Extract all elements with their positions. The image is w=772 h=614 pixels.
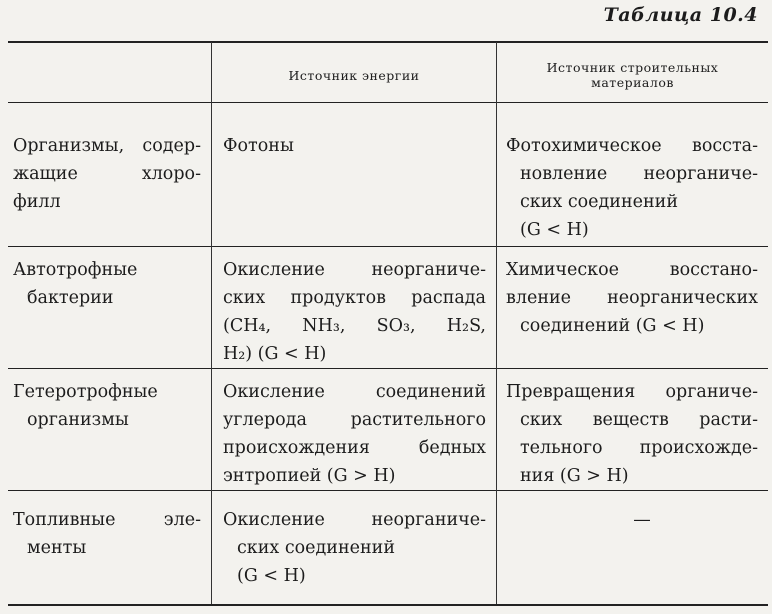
energy-cell: Окисление неорганиче- ских соединений (G < H) <box>223 510 486 586</box>
organism-cell: Организмы, содер- жащие хлоро- филл <box>13 136 201 212</box>
column-divider <box>211 42 212 604</box>
energy-cell: Окисление соединений углерода растительного происхождения бедных энтропией (G > H) <box>223 382 486 486</box>
header-material-source: Источник строительных материалов <box>546 60 719 90</box>
material-cell <box>506 506 758 534</box>
material-cell: Превращения органиче- ских веществ расти- тельного происхожде- ния (G > H) <box>506 382 758 486</box>
row-divider <box>8 490 768 491</box>
header-rule <box>8 102 768 103</box>
material-cell: Фотохимическое восста- новление неорганиче- ских соединений (G < H) <box>506 136 758 240</box>
row-divider <box>8 246 768 247</box>
empty-dash: — <box>633 510 651 530</box>
header-energy-source: Источник энергии <box>288 67 420 83</box>
organism-cell: Автотрофные бактерии <box>13 260 138 308</box>
energy-cell: Фотоны <box>223 136 294 156</box>
column-divider <box>496 42 497 604</box>
organism-cell: Топливные эле- менты <box>13 510 201 558</box>
row-divider <box>8 368 768 369</box>
bottom-rule <box>8 604 768 606</box>
table-caption: Таблица 10.4 <box>603 4 758 26</box>
material-cell: Химическое восстано- вление неорганических соединений (G < H) <box>506 260 758 336</box>
top-rule <box>8 41 768 43</box>
organism-cell: Гетеротрофные организмы <box>13 382 158 430</box>
energy-cell: Окисление неорганиче- ских продуктов распада (CH₄, NH₃, SO₃, H₂S, H₂) (G < H) <box>223 260 486 364</box>
